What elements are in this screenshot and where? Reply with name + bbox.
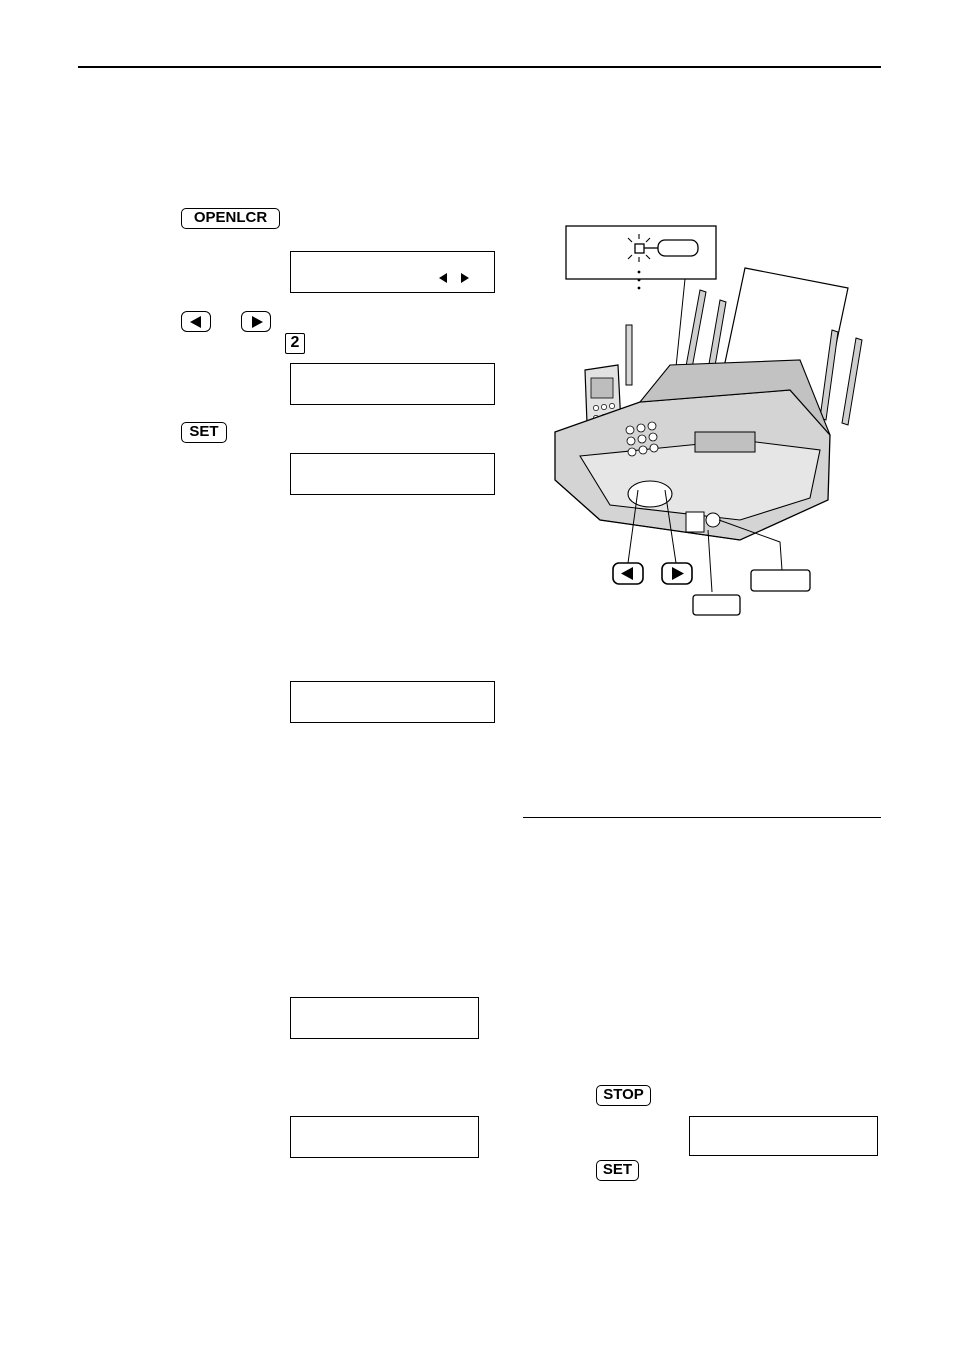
- illus-button-label-2: [751, 570, 810, 591]
- display-left-arrow-icon: [439, 273, 447, 283]
- illus-button-label-1: [693, 595, 740, 615]
- right-arrow-key[interactable]: [241, 311, 271, 332]
- front-round-key-icon: [706, 513, 720, 527]
- header-rule: [78, 66, 881, 68]
- display-box-6: [290, 1116, 479, 1158]
- fax-machine-illustration: [540, 220, 870, 620]
- inset-button-icon: [658, 240, 698, 256]
- set-key-2[interactable]: SET: [596, 1160, 639, 1181]
- number-2-key[interactable]: 2: [285, 333, 305, 354]
- display-right-arrow-icon: [461, 273, 469, 283]
- stop-key[interactable]: STOP: [596, 1085, 651, 1106]
- left-arrow-key[interactable]: [181, 311, 211, 332]
- display-box-3: [290, 453, 495, 495]
- display-box-2: [290, 363, 495, 405]
- section-rule: [523, 817, 881, 818]
- display-box-4: [290, 681, 495, 723]
- handset-antenna-icon: [626, 325, 632, 385]
- display-box-1: [290, 251, 495, 293]
- display-box-7: [689, 1116, 878, 1156]
- set-key[interactable]: SET: [181, 422, 227, 443]
- indicator-lamp-icon: [635, 244, 644, 253]
- openlcr-key[interactable]: OPENLCR: [181, 208, 280, 229]
- front-key-icon: [686, 512, 704, 532]
- right-arrow-icon: [252, 316, 263, 328]
- display-box-5: [290, 997, 479, 1039]
- fax-lcd-icon: [695, 432, 755, 452]
- left-arrow-icon: [190, 316, 201, 328]
